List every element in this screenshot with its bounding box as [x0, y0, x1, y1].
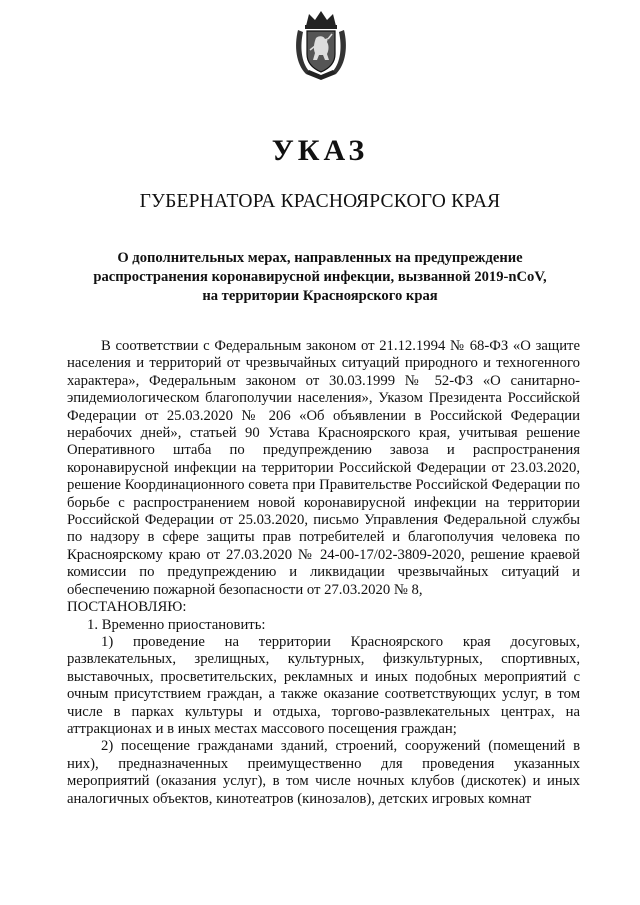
item-1-heading: 1. Временно приостановить:: [87, 616, 266, 633]
decree-body: [67, 338, 580, 808]
subject-line: О дополнительных мерах, направленных на предупреждение: [117, 250, 523, 266]
decree-subject: [60, 249, 580, 306]
subject-line: распространения коронавирусной инфекции, вызванной 2019-nCoV,: [93, 269, 547, 285]
krasnoyarsk-coat-of-arms-icon: [292, 8, 350, 82]
document-subtitle: ГУБЕРНАТОРА КРАСНОЯРСКОГО КРАЯ: [139, 191, 501, 212]
item-1-subitem-1: 1) проведение на территории Красноярского края досуговых, развлекательных, зрелищных, культурных, физкультурных, спортивных, выставочных, просветительских, рекламных и иных подобных мероприятий с очным присутствием граждан, а также оказание соответствующих услуг, в том числе в парках культуры и отдыха, торгово-развлекательных центрах, на аттракционах и в иных местах массового посещения граждан;: [67, 633, 580, 737]
item-1-subitem-2: 2) посещение гражданами зданий, строений, сооружений (помещений в них), предназначенных преимущественно для проведения указанных мероприятий (оказания услуг), в том числе ночных клубов (дискотек) и иных аналогичных объектов, кинотеатров (кинозалов), детских игровых комнат: [67, 738, 580, 807]
document-title: УКАЗ: [271, 134, 369, 167]
decree-word: ПОСТАНОВЛЯЮ:: [67, 599, 187, 616]
preamble-paragraph: В соответствии с Федеральным законом от 21.12.1994 № 68-ФЗ «О защите населения и территорий от чрезвычайных ситуаций природного и техногенного характера», Федеральным законом от 30.03.1999 № 52-ФЗ «О санитарно-эпидемиологическом благополучии населения», Указом Президента Российской Федерации от 25.03.2020 № 206 «Об объявлении в Российской Федерации нерабочих дней», статьей 90 Устава Красноярского края, учитывая решение Оперативного штаба по предупреждению завоза и распространения коронавирусной инфекции на территории Российской Федерации от 23.03.2020, решение Координационного совета при Правительстве Российской Федерации по борьбе с распространением новой коронавирусной инфекции на территории Российской Федерации от 25.03.2020, письмо Управления Федеральной службы по надзору в сфере защиты прав потребителей и благополучия человека по Красноярскому краю от 27.03.2020 № 24-00-17/02-3809-2020, решение краевой комиссии по предупреждению и ликвидации чрезвычайных ситуаций и обеспечению пожарной безопасности от 27.03.2020 № 8,: [67, 338, 580, 598]
subject-line: на территории Красноярского края: [202, 288, 438, 304]
